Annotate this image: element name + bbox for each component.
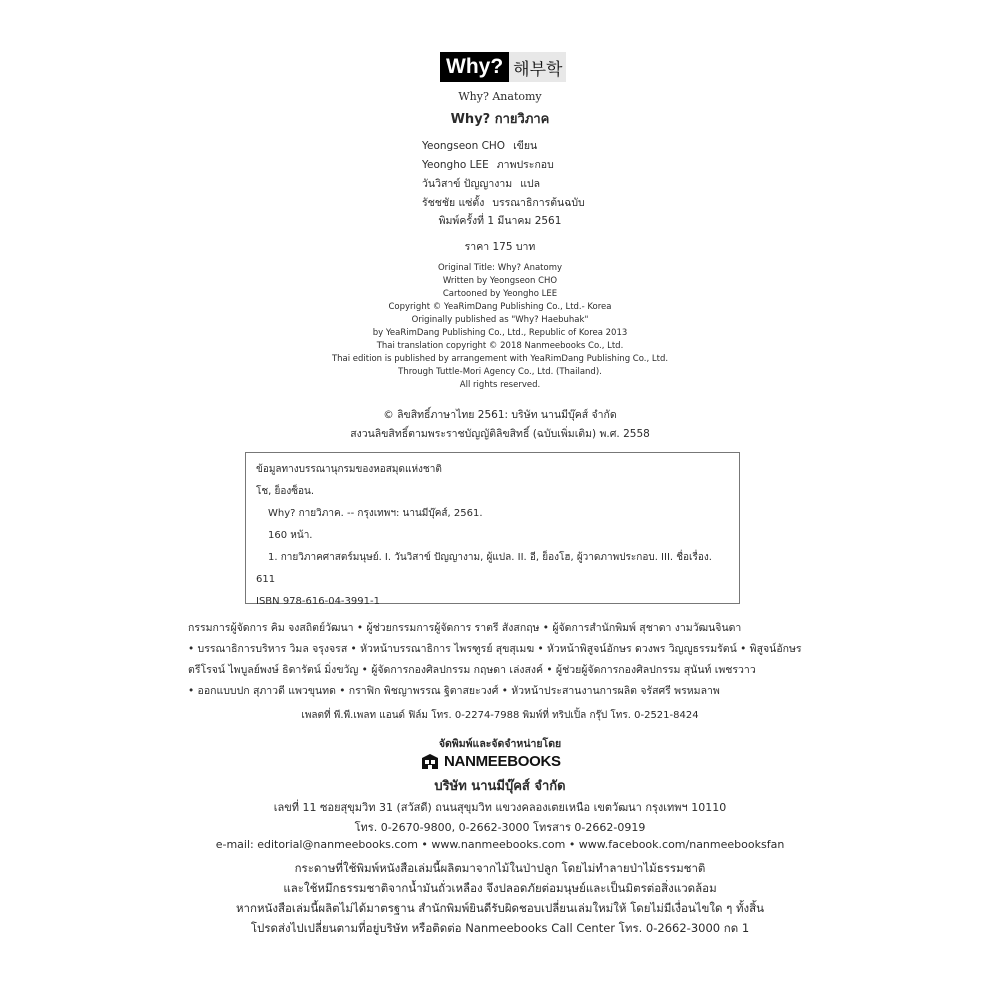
series-logo xyxy=(440,52,566,82)
edition-line: พิมพ์ครั้งที่ 1 มีนาคม 2561 xyxy=(438,215,562,227)
original-info-line: Cartooned by Yeongho LEE xyxy=(442,289,558,299)
credits-block xyxy=(422,137,585,213)
contact-line: e-mail: editorial@nanmeebooks.com • www.nanmeebooks.com • www.facebook.com/nanmeebooksfan xyxy=(215,838,785,851)
credit-role: เขียน xyxy=(513,140,538,152)
printing-info: เพลตที่ พี.พี.เพลท แอนด์ ฟิล์ม โทร. 0-2274-7988 พิมพ์ที่ ทริปเปิ้ล กรุ๊ป โทร. 0-2521-8424 xyxy=(301,710,699,721)
cip-isbn: ISBN 978-616-04-3991-1 xyxy=(256,596,380,607)
address-line: เลขที่ 11 ซอยสุขุมวิท 31 (สวัสดี) ถนนสุขุมวิท แขวงคลองเตยเหนือ เขตวัฒนา กรุงเทพฯ 10110 xyxy=(273,801,727,814)
cip-class: 611 xyxy=(256,574,276,585)
logo-why-text: Why? xyxy=(440,52,509,82)
cip-subjects: 1. กายวิภาคศาสตร์มนุษย์. I. วันวิสาข์ ปัญญางาม, ผู้แปล. II. อี, ย็องโฮ, ผู้วาดภาพประกอบ. III. ชื่อเรื่อง. xyxy=(268,552,712,563)
credit-name: Yeongseon CHO xyxy=(422,140,506,152)
original-info-line: Originally published as "Why? Haebuhak" xyxy=(411,315,589,325)
original-publication-info xyxy=(250,262,750,392)
nanmeebooks-logo-icon xyxy=(420,752,440,771)
price-line: ราคา 175 บาท xyxy=(464,241,536,253)
cip-pages: 160 หน้า. xyxy=(268,530,313,541)
credit-role: แปล xyxy=(520,178,541,190)
credit-role: ภาพประกอบ xyxy=(496,159,554,171)
note-line: หากหนังสือเล่มนี้ผลิตไม่ได้มาตรฐาน สำนักพิมพ์ยินดีรับผิดชอบเปลี่ยนเล่มใหม่ให้ โดยไม่มีเงื่อนไขใด ๆ ทั้งสิ้น xyxy=(235,901,765,915)
original-info-line: by YeaRimDang Publishing Co., Ltd., Republic of Korea 2013 xyxy=(372,328,628,338)
original-info-line: Thai edition is published by arrangement with YeaRimDang Publishing Co., Ltd. xyxy=(331,354,669,364)
original-info-line: Original Title: Why? Anatomy xyxy=(437,263,563,273)
credit-row xyxy=(422,156,585,175)
publisher-brand xyxy=(420,751,561,771)
thai-copyright xyxy=(250,406,750,444)
cip-author: โช, ย็องซ็อน. xyxy=(256,486,315,497)
credit-name: รัชชชัย แซ่ตั้ง xyxy=(422,197,485,209)
credit-name: วันวิสาข์ ปัญญางาม xyxy=(422,178,513,190)
note-line: โปรดส่งไปเปลี่ยนตามที่อยู่บริษัท หรือติดต่อ Nanmeebooks Call Center โทร. 0-2662-3000 กด 1 xyxy=(250,921,750,935)
staff-line: • ออกแบบปก สุภาวดี แพวขุนทด • กราฟิก พิชญาพรรณ ฐิตาสยะวงศ์ • หัวหน้าประสานงานการผลิต จรัสศรี พรหมลาพ xyxy=(188,685,720,697)
phone-line: โทร. 0-2670-9800, 0-2662-3000 โทรสาร 0-2662-0919 xyxy=(354,821,646,834)
original-info-line: Through Tuttle-Mori Agency Co., Ltd. (Thailand). xyxy=(398,367,602,377)
credit-role: บรรณาธิการต้นฉบับ xyxy=(492,197,585,209)
cip-header: ข้อมูลทางบรรณานุกรมของหอสมุดแห่งชาติ xyxy=(256,464,442,475)
credit-row xyxy=(422,175,585,194)
logo-korean-text: 해부학 xyxy=(509,52,566,82)
original-info-line: Thai translation copyright © 2018 Nanmeebooks Co., Ltd. xyxy=(376,341,624,351)
note-line: กระดาษที่ใช้พิมพ์หนังสือเล่มนี้ผลิตมาจากไม้ในป่าปลูก โดยไม่ทำลายป่าไม้ธรรมชาติ xyxy=(294,861,706,875)
english-subtitle: Why? Anatomy xyxy=(458,90,542,103)
note-line: และใช้หมึกธรรมชาติจากน้ำมันถั่วเหลือง จึงปลอดภัยต่อมนุษย์และเป็นมิตรต่อสิ่งแวดล้อม xyxy=(283,881,717,895)
company-name: บริษัท นานมีบุ๊คส์ จำกัด xyxy=(434,779,566,794)
company-address xyxy=(150,798,850,818)
credit-row xyxy=(422,137,585,156)
original-info-line: All rights reserved. xyxy=(459,380,541,390)
credit-row xyxy=(422,194,585,213)
staff-line: • บรรณาธิการบริหาร วิมล จรุงจรส • หัวหน้าบรรณาธิการ ไพรฑูรย์ สุขสุเมฆ • หัวหน้าพิสูจน์อักษร ดวงพร วิญญูธรรมรัตน์ • พิสูจน์อักษร xyxy=(188,643,802,655)
staff-line: ตรีโรจน์ ไพบูลย์พงษ์ ธิดารัตน์ มิ่งขวัญ • ผู้จัดการกองศิลปกรรม กฤษดา เล่งสงค์ • ผู้ช่วยผู้จัดการกองศิลปกรรม สุนันท์ เพชรวาว xyxy=(188,664,756,676)
thai-copyright-line: สงวนลิขสิทธิ์ตามพระราชบัญญัติลิขสิทธิ์ (ฉบับเพิ่มเติม) พ.ศ. 2558 xyxy=(350,428,650,440)
staff-credits xyxy=(188,618,808,702)
thai-copyright-line: © ลิขสิทธิ์ภาษาไทย 2561: บริษัท นานมีบุ๊คส์ จำกัด xyxy=(383,409,617,421)
original-info-line: Written by Yeongseon CHO xyxy=(442,276,558,286)
book-title: Why? กายวิภาค xyxy=(450,112,550,127)
credit-name: Yeongho LEE xyxy=(422,159,489,171)
original-info-line: Copyright © YeaRimDang Publishing Co., Ltd.- Korea xyxy=(388,302,612,312)
notes-block xyxy=(150,858,850,938)
cip-title: Why? กายวิภาค. -- กรุงเทพฯ: นานมีบุ๊คส์, 2561. xyxy=(268,508,483,519)
brand-name: NANMEEBOOKS xyxy=(444,752,561,770)
distribution-label: จัดพิมพ์และจัดจำหน่ายโดย xyxy=(438,738,562,750)
cataloging-in-publication-box xyxy=(245,452,740,607)
staff-line: กรรมการผู้จัดการ คิม จงสถิตย์วัฒนา • ผู้ช่วยกรรมการผู้จัดการ ราตรี สังสกฤษ • ผู้จัดการสำนักพิมพ์ สุชาดา งามวัฒนจินดา xyxy=(188,622,742,634)
